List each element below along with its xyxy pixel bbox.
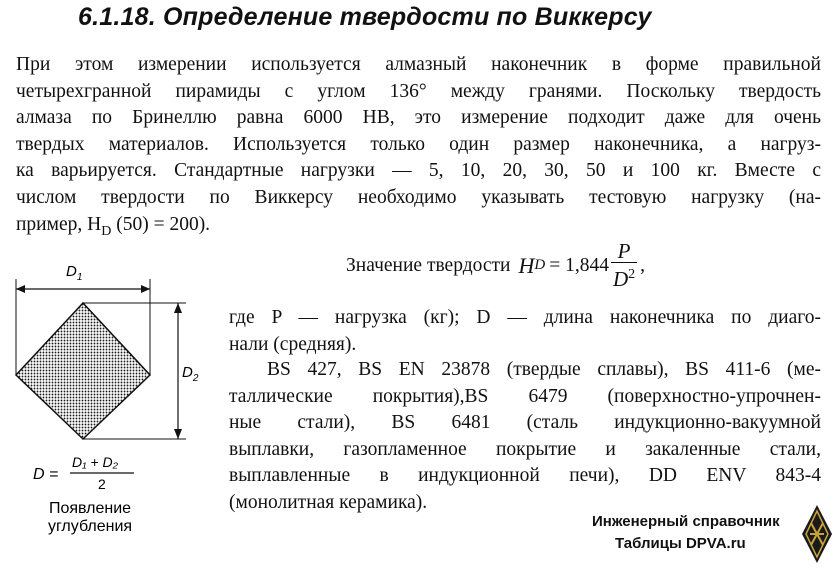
fraction-numerator: P [617,239,631,263]
vickers-indent-diagram [0,255,215,545]
text-line: где P — нагрузка (кг); D — длина наконечника по диаго- [229,307,821,328]
standards-paragraph [229,357,821,517]
intro-paragraph [16,52,821,245]
formula-coefficient: = 1,844 [549,254,609,276]
watermark-line-1: Инженерный справочник [592,513,780,530]
text-fragment: (50) = 200). [111,213,211,235]
indentation-shape [16,303,150,439]
denominator-letter: D [612,267,629,291]
text-line: ные стали), BS 6481 (сталь индукционно-вакуумной [229,412,821,434]
arrow-right-icon [141,285,150,293]
formula-fraction [611,240,637,291]
d1-label: $D_1$ [66,263,83,283]
formula-h: H [518,252,535,278]
text-line: BS 427, BS EN 23878 (твердые сплавы), BS 411-6 (ме- [267,359,821,380]
text-line: твердых материалов. Используется только один размер наконечника, а нагруз- [16,133,821,155]
denominator-power: 2 [628,267,636,282]
arrow-up-icon [174,303,182,313]
where-paragraph [229,305,821,358]
formula-comma: , [640,254,646,276]
text-line: нали (средняя). [229,333,357,355]
formula-label: Значение твердости [346,254,511,276]
text-line: четырехгранной пирамиды с углом 136° между гранями. Поскольку твердость [16,80,821,102]
diagram-caption-line-2: углубления [47,518,133,535]
subscript: D [101,223,112,239]
text-line: таллические покрытия),BS 6479 (поверхностно-упрочнен- [229,385,821,407]
d2-label: $D_2$ [182,364,199,384]
logo-icon [800,503,834,565]
text-fragment: пример, H [16,213,102,235]
text-line: алмаза по Бринеллю равна 6000 НВ, это измерение подходит даже для очень [16,107,821,129]
text-line: При этом измерении используется алмазный наконечник в форме правильной [16,54,821,75]
arrow-left-icon [16,285,25,293]
watermark-line-2: Таблицы DPVA.ru [615,535,746,552]
fraction-denominator [611,263,637,291]
text-line: ка варьируется. Стандартные нагрузки — 5, 10, 20, 30, 50 и 100 кг. Вместе с [16,160,821,182]
hardness-formula [346,240,645,291]
d-formula-label: D = [33,466,59,483]
text-line: выплавленные в индукционной печи), DD ENV 843-4 [229,465,821,487]
text-line: выплавки, газопламенное покрытие и закаленные стали, [229,438,821,460]
arrow-down-icon [174,429,182,439]
text-line: числом твердости по Виккерсу необходимо указывать тестовую нагрузку (на- [16,186,821,208]
text-line: (монолитная керамика). [229,491,428,513]
page-title: 6.1.18. Определение твердости по Виккерсу [78,3,652,31]
d-formula-denominator: 2 [98,476,106,492]
d-formula-numerator: D₁ + D₂ [72,454,118,470]
formula-h-sub: D [534,257,546,273]
diagram-caption-line-1: Появление [48,500,132,517]
